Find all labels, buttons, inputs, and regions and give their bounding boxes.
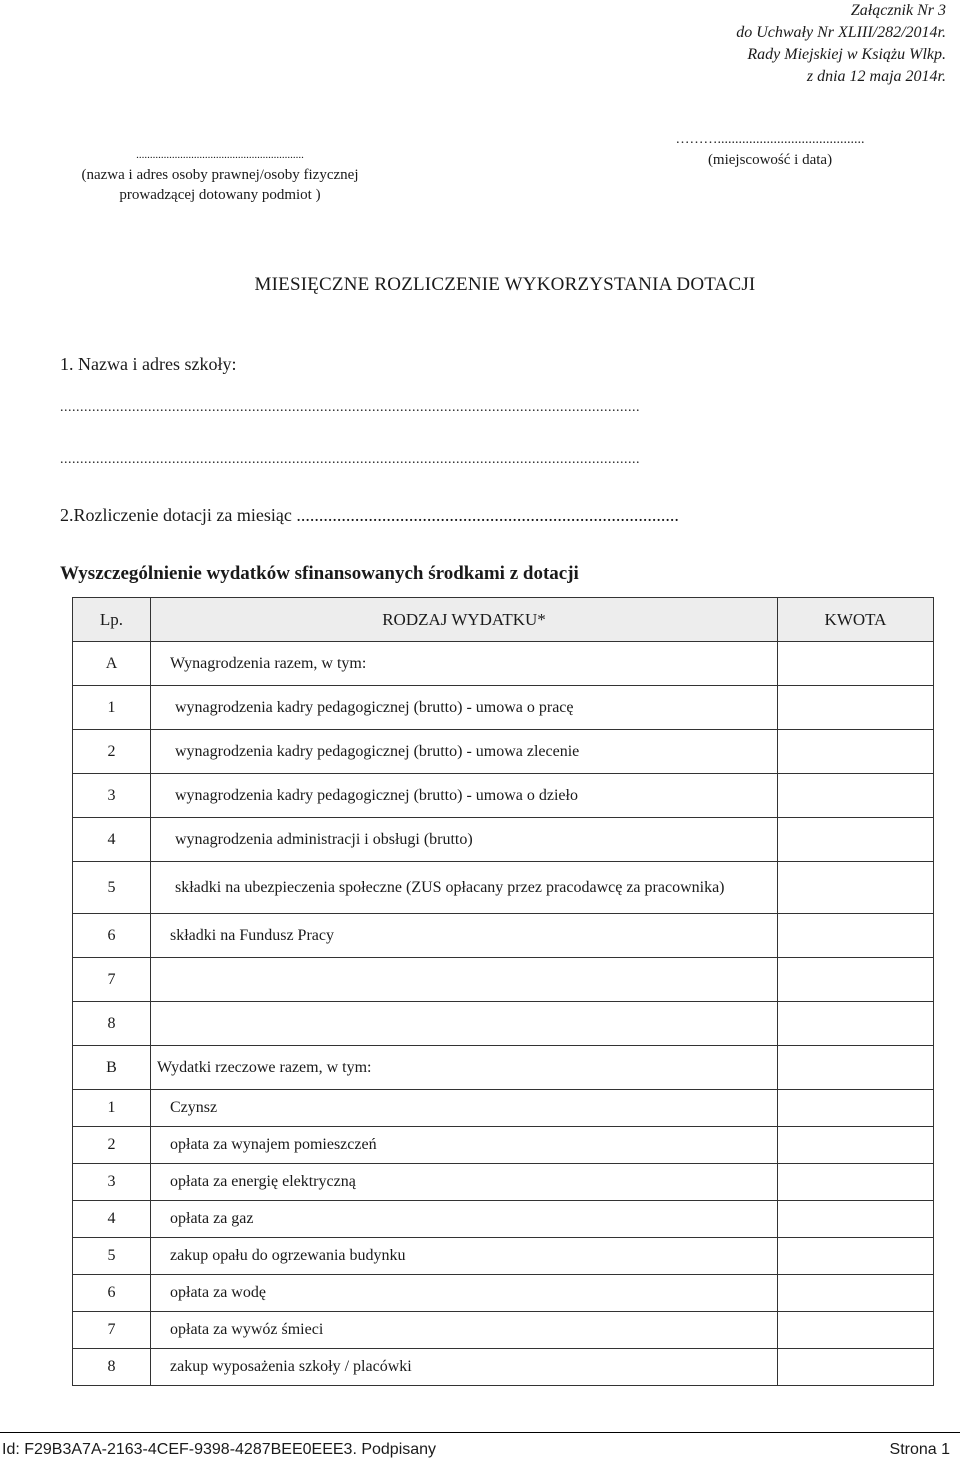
- row-lp: B: [73, 1046, 151, 1090]
- row-amount-cell[interactable]: [778, 914, 934, 958]
- table-row: [73, 1349, 934, 1386]
- table-row: [73, 730, 934, 774]
- school-name-field-line1[interactable]: .................................................................................................................................................: [60, 400, 640, 415]
- table-row: [73, 1275, 934, 1312]
- row-lp: A: [73, 642, 151, 686]
- table-row: [73, 862, 934, 914]
- place-date-block: [590, 130, 950, 170]
- sender-label-line1: (nazwa i adres osoby prawnej/osoby fizycznej: [81, 167, 359, 183]
- row-lp: 1: [73, 686, 151, 730]
- place-dots: ………..........................................: [675, 132, 865, 147]
- table-row: [73, 642, 934, 686]
- row-lp: 5: [73, 862, 151, 914]
- row-amount-cell[interactable]: [778, 818, 934, 862]
- row-amount-cell[interactable]: [778, 642, 934, 686]
- table-row: [73, 1046, 934, 1090]
- table-row: [73, 686, 934, 730]
- row-amount-cell[interactable]: [778, 1275, 934, 1312]
- row-lp: 3: [73, 1164, 151, 1201]
- row-description: Czynsz: [151, 1090, 778, 1127]
- sender-label-line2: prowadzącej dotowany podmiot ): [119, 187, 321, 203]
- annex-resolution: do Uchwały Nr XLIII/282/2014r.: [736, 24, 946, 41]
- expenses-heading: Wyszczególnienie wydatków sfinansowanych środkami z dotacji: [60, 563, 579, 584]
- row-description: zakup opału do ogrzewania budynku: [151, 1238, 778, 1275]
- row-description: Wynagrodzenia razem, w tym:: [151, 642, 778, 686]
- table-row: [73, 1238, 934, 1275]
- row-amount-cell[interactable]: [778, 1201, 934, 1238]
- school-name-field-line2[interactable]: .................................................................................................................................................: [60, 452, 640, 467]
- row-description: opłata za energię elektryczną: [151, 1164, 778, 1201]
- table-row: [73, 1312, 934, 1349]
- row-amount-cell[interactable]: [778, 1090, 934, 1127]
- row-lp: 4: [73, 1201, 151, 1238]
- row-amount-cell[interactable]: [778, 1046, 934, 1090]
- row-lp: 8: [73, 1349, 151, 1386]
- annex-date: z dnia 12 maja 2014r.: [806, 68, 946, 85]
- row-amount-cell[interactable]: [778, 1002, 934, 1046]
- row-description: składki na Fundusz Pracy: [151, 914, 778, 958]
- expenses-table: [72, 597, 934, 1386]
- settlement-month-line[interactable]: 2.Rozliczenie dotacji za miesiąc .....................................................................................: [60, 505, 679, 525]
- row-amount-cell[interactable]: [778, 1238, 934, 1275]
- row-amount-cell[interactable]: [778, 1164, 934, 1201]
- row-lp: 2: [73, 730, 151, 774]
- row-lp: 1: [73, 1090, 151, 1127]
- footer-divider: [0, 1432, 960, 1433]
- table-row: [73, 958, 934, 1002]
- row-description: zakup wyposażenia szkoły / placówki: [151, 1349, 778, 1386]
- table-row: [73, 774, 934, 818]
- annex-council: Rady Miejskiej w Książu Wlkp.: [747, 46, 946, 63]
- row-description: składki na ubezpieczenia społeczne (ZUS opłacany przez pracodawcę za pracownika): [151, 862, 778, 914]
- table-row: [73, 1002, 934, 1046]
- row-description: wynagrodzenia kadry pedagogicznej (brutto) - umowa o dzieło: [151, 774, 778, 818]
- row-lp: 6: [73, 914, 151, 958]
- row-lp: 7: [73, 958, 151, 1002]
- sender-block: [40, 145, 400, 205]
- row-description: Wydatki rzeczowe razem, w tym:: [151, 1046, 778, 1090]
- row-amount-cell[interactable]: [778, 1349, 934, 1386]
- row-amount-cell[interactable]: [778, 686, 934, 730]
- table-row: [73, 1164, 934, 1201]
- table-row: [73, 818, 934, 862]
- row-description: opłata za wywóz śmieci: [151, 1312, 778, 1349]
- row-lp: 6: [73, 1275, 151, 1312]
- row-amount-cell[interactable]: [778, 1312, 934, 1349]
- row-lp: 4: [73, 818, 151, 862]
- row-description[interactable]: [151, 958, 778, 1002]
- table-row: [73, 1090, 934, 1127]
- row-description: wynagrodzenia administracji i obsługi (brutto): [151, 818, 778, 862]
- row-amount-cell[interactable]: [778, 730, 934, 774]
- row-lp: 8: [73, 1002, 151, 1046]
- row-description: wynagrodzenia kadry pedagogicznej (brutto) - umowa zlecenie: [151, 730, 778, 774]
- table-header-row: [73, 598, 934, 642]
- row-lp: 5: [73, 1238, 151, 1275]
- row-amount-cell[interactable]: [778, 1127, 934, 1164]
- row-lp: 3: [73, 774, 151, 818]
- school-name-label: 1. Nazwa i adres szkoły:: [60, 354, 237, 374]
- row-description: wynagrodzenia kadry pedagogicznej (brutto) - umowa o pracę: [151, 686, 778, 730]
- row-amount-cell[interactable]: [778, 862, 934, 914]
- row-description[interactable]: [151, 1002, 778, 1046]
- header-lp: Lp.: [73, 598, 151, 642]
- footer-document-id: Id: F29B3A7A-2163-4CEF-9398-4287BEE0EEE3. Podpisany: [2, 1441, 437, 1458]
- header-expense-type: RODZAJ WYDATKU*: [151, 598, 778, 642]
- row-description: opłata za wynajem pomieszczeń: [151, 1127, 778, 1164]
- annex-header: [736, 0, 946, 88]
- document-title: MIESIĘCZNE ROZLICZENIE WYKORZYSTANIA DOTACJI: [254, 274, 756, 295]
- row-description: opłata za gaz: [151, 1201, 778, 1238]
- table-row: [73, 914, 934, 958]
- row-amount-cell[interactable]: [778, 958, 934, 1002]
- row-amount-cell[interactable]: [778, 774, 934, 818]
- table-row: [73, 1127, 934, 1164]
- header-amount: KWOTA: [778, 598, 934, 642]
- place-date-label: (miejscowość i data): [707, 152, 833, 168]
- row-lp: 2: [73, 1127, 151, 1164]
- footer-page-number: Strona 1: [889, 1441, 950, 1458]
- row-lp: 7: [73, 1312, 151, 1349]
- row-description: opłata za wodę: [151, 1275, 778, 1312]
- table-row: [73, 1201, 934, 1238]
- annex-number: Załącznik Nr 3: [850, 2, 946, 19]
- sender-dots: .............................................................: [136, 149, 304, 161]
